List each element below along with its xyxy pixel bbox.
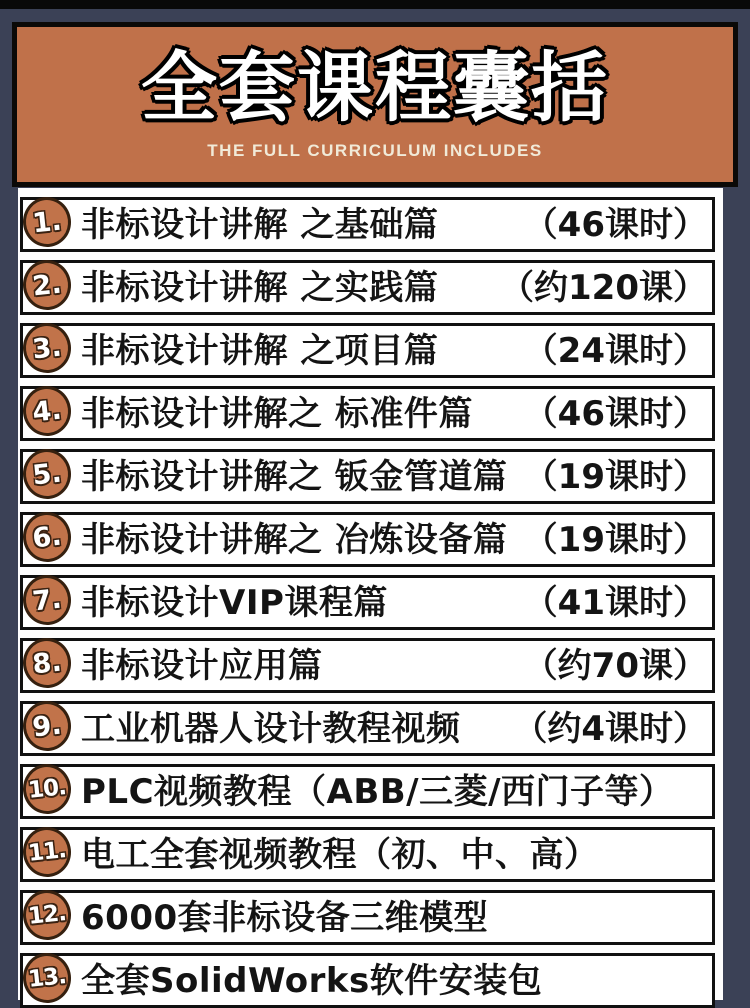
item-number-badge bbox=[21, 951, 74, 1006]
item-detail: （约120课） bbox=[500, 267, 707, 308]
course-row bbox=[20, 764, 715, 819]
item-number: 1. bbox=[30, 205, 64, 239]
item-number: 5. bbox=[30, 457, 64, 491]
item-number-badge bbox=[21, 636, 74, 691]
item-number: 13. bbox=[26, 963, 68, 993]
item-number-badge bbox=[21, 510, 74, 565]
item-detail: （19课时） bbox=[523, 456, 707, 497]
item-detail: （24课时） bbox=[523, 330, 707, 371]
item-title: 非标设计讲解 之基础篇 bbox=[81, 204, 439, 245]
item-number: 6. bbox=[30, 520, 64, 554]
course-row bbox=[20, 386, 715, 441]
course-row bbox=[20, 638, 715, 693]
item-number-badge bbox=[21, 447, 74, 502]
item-number: 2. bbox=[30, 268, 64, 302]
item-detail: （46课时） bbox=[523, 204, 707, 245]
item-title: 工业机器人设计教程视频 bbox=[81, 708, 461, 749]
course-list bbox=[18, 188, 723, 1000]
course-row bbox=[20, 197, 715, 252]
item-number-badge bbox=[21, 888, 74, 943]
course-row bbox=[20, 260, 715, 315]
item-number: 8. bbox=[30, 646, 64, 680]
item-title: 非标设计讲解 之实践篇 bbox=[81, 267, 439, 308]
item-number-badge bbox=[21, 762, 74, 817]
course-row bbox=[20, 449, 715, 504]
course-row bbox=[20, 575, 715, 630]
top-black-bar bbox=[0, 0, 750, 9]
item-title: 6000套非标设备三维模型 bbox=[81, 897, 489, 938]
page-title: 全套课程囊括 bbox=[141, 43, 609, 133]
course-row bbox=[20, 827, 715, 882]
item-detail: （约70课） bbox=[523, 645, 707, 686]
item-number-badge bbox=[21, 573, 74, 628]
header-banner bbox=[12, 22, 738, 187]
item-number-badge bbox=[21, 825, 74, 880]
item-number-badge bbox=[21, 321, 74, 376]
course-row bbox=[20, 323, 715, 378]
item-number-badge bbox=[21, 258, 74, 313]
item-number-badge bbox=[21, 384, 74, 439]
item-number: 4. bbox=[30, 394, 64, 428]
item-title: 非标设计讲解之 钣金管道篇 bbox=[81, 456, 508, 497]
item-number: 9. bbox=[30, 709, 64, 743]
item-number-badge bbox=[21, 699, 74, 754]
item-detail: （41课时） bbox=[523, 582, 707, 623]
item-detail: （19课时） bbox=[523, 519, 707, 560]
item-number: 7. bbox=[30, 583, 64, 617]
item-title: 非标设计讲解之 标准件篇 bbox=[81, 393, 473, 434]
item-number: 3. bbox=[30, 331, 64, 365]
item-title: 非标设计VIP课程篇 bbox=[81, 582, 388, 623]
item-detail: （46课时） bbox=[523, 393, 707, 434]
item-title: 非标设计应用篇 bbox=[81, 645, 323, 686]
item-number-badge bbox=[21, 195, 74, 250]
item-title: PLC视频教程（ABB/三菱/西门子等） bbox=[81, 771, 674, 812]
course-row bbox=[20, 512, 715, 567]
item-title: 非标设计讲解之 冶炼设备篇 bbox=[81, 519, 508, 560]
course-row bbox=[20, 890, 715, 945]
item-number: 11. bbox=[26, 837, 68, 867]
item-title: 全套SolidWorks软件安装包 bbox=[81, 960, 543, 1001]
item-title: 非标设计讲解 之项目篇 bbox=[81, 330, 439, 371]
page-subtitle: THE FULL CURRICULUM INCLUDES bbox=[207, 140, 543, 160]
course-row bbox=[20, 701, 715, 756]
item-number: 12. bbox=[26, 900, 68, 930]
item-title: 电工全套视频教程（初、中、高） bbox=[81, 834, 599, 875]
item-detail: （约4课时） bbox=[513, 708, 707, 749]
item-number: 10. bbox=[26, 774, 68, 804]
